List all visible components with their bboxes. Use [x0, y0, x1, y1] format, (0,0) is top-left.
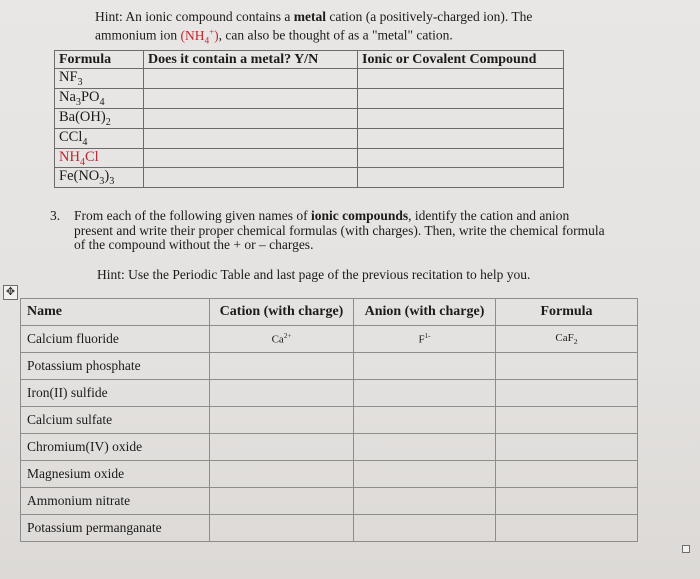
col-header-cation: Cation (with charge) [210, 299, 354, 326]
formula-cell: $Ba(OH)_2$ [55, 108, 144, 128]
anion-cell[interactable]: $F^{1-}$ [354, 326, 496, 353]
col-header-ionic-covalent: Ionic or Covalent Compound [358, 51, 564, 69]
question-3 [50, 209, 610, 253]
table-row [55, 168, 564, 188]
formula-cell[interactable] [496, 515, 638, 542]
hint-text: Hint: An ionic compound contains a [95, 9, 294, 24]
formula-cell: $NF_3$ [55, 69, 144, 89]
hint-periodic-table: Hint: Use the Periodic Table and last page of the previous recitation to help you. [97, 267, 531, 282]
metal-classification-table [54, 50, 564, 188]
answer-cell[interactable] [144, 69, 358, 89]
table-header-row [21, 299, 638, 326]
table-row [21, 380, 638, 407]
cation-cell[interactable] [210, 353, 354, 380]
table-row [55, 108, 564, 128]
answer-cell[interactable] [358, 108, 564, 128]
formula-cell: $Na_3PO_4$ [55, 88, 144, 108]
answer-cell[interactable] [144, 88, 358, 108]
anion-cell[interactable] [354, 353, 496, 380]
hint-text: ammonium ion [95, 27, 181, 43]
hint-text: cation (a positively-charged ion). The [325, 9, 533, 24]
cation-cell[interactable] [210, 515, 354, 542]
ammonium-ion: $(NH_4^+)$ [180, 26, 219, 47]
table-row [21, 407, 638, 434]
col-header-formula: Formula [55, 51, 144, 69]
anion-cell[interactable] [354, 515, 496, 542]
anion-cell[interactable] [354, 488, 496, 515]
anion-cell[interactable] [354, 407, 496, 434]
cation-cell[interactable]: $Ca^{2+}$ [210, 326, 354, 353]
question-text: From each of the following given names of ionic compounds, identify the cation and anion present and write their proper chemical formulas (with charges). Then, write the chemical formula of the compound without the + or – charges. [74, 208, 605, 252]
table-row [21, 326, 638, 353]
table-row [55, 148, 564, 168]
answer-cell[interactable] [144, 108, 358, 128]
table-header-row [55, 51, 564, 69]
answer-cell[interactable] [144, 148, 358, 168]
cation-cell[interactable] [210, 407, 354, 434]
ionic-compound-table [20, 298, 638, 542]
formula-cell[interactable] [496, 488, 638, 515]
cation-cell[interactable] [210, 488, 354, 515]
formula-cell[interactable] [496, 353, 638, 380]
compound-name: Magnesium oxide [21, 461, 210, 488]
formula-cell: $Fe(NO_3)_3$ [55, 168, 144, 188]
answer-cell[interactable] [358, 148, 564, 168]
table-row [21, 461, 638, 488]
table-row [21, 488, 638, 515]
answer-cell[interactable] [144, 128, 358, 148]
resize-handle-icon[interactable] [682, 545, 690, 553]
cation-cell[interactable] [210, 380, 354, 407]
move-handle-icon[interactable]: ✥ [3, 285, 18, 300]
formula-cell[interactable] [496, 380, 638, 407]
formula-cell[interactable] [496, 461, 638, 488]
table-row [21, 515, 638, 542]
answer-cell[interactable] [358, 88, 564, 108]
answer-cell[interactable] [358, 168, 564, 188]
hint-line-2 [95, 24, 635, 49]
compound-name: Ammonium nitrate [21, 488, 210, 515]
anion-cell[interactable] [354, 461, 496, 488]
col-header-formula: Formula [496, 299, 638, 326]
col-header-metal: Does it contain a metal? Y/N [144, 51, 358, 69]
cation-cell[interactable] [210, 434, 354, 461]
formula-cell: CCl$_4$ [55, 128, 144, 148]
anion-cell[interactable] [354, 380, 496, 407]
table-row [55, 128, 564, 148]
compound-name: Potassium permanganate [21, 515, 210, 542]
hint-ionic-compound [95, 9, 635, 49]
answer-cell[interactable] [144, 168, 358, 188]
table-row [55, 69, 564, 89]
compound-name: Chromium(IV) oxide [21, 434, 210, 461]
formula-cell[interactable] [496, 434, 638, 461]
formula-cell: $NH_4Cl$ [55, 148, 144, 168]
anion-cell[interactable] [354, 434, 496, 461]
col-header-name: Name [21, 299, 210, 326]
hint-text: , can also be thought of as a "metal" cation. [218, 27, 453, 43]
answer-cell[interactable] [358, 128, 564, 148]
cation-cell[interactable] [210, 461, 354, 488]
compound-name: Calcium fluoride [21, 326, 210, 353]
answer-cell[interactable] [358, 69, 564, 89]
compound-name: Potassium phosphate [21, 353, 210, 380]
table-row [21, 353, 638, 380]
hint-bold-metal: metal [293, 9, 326, 24]
question-number: 3. [50, 208, 61, 223]
formula-cell[interactable] [496, 407, 638, 434]
col-header-anion: Anion (with charge) [354, 299, 496, 326]
table-row [55, 88, 564, 108]
hint-line-1 [95, 9, 635, 24]
formula-cell[interactable]: CaF$_2$ [496, 326, 638, 353]
table-row [21, 434, 638, 461]
compound-name: Iron(II) sulfide [21, 380, 210, 407]
compound-name: Calcium sulfate [21, 407, 210, 434]
